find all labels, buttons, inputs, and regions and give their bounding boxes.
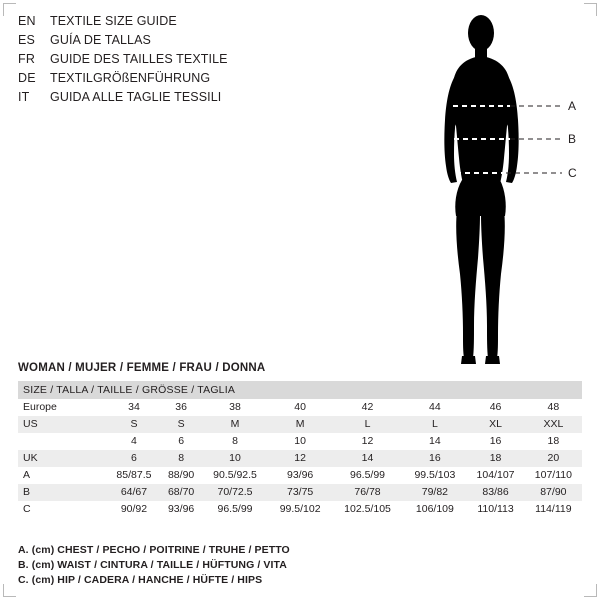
table-row [18,416,582,433]
cell: 85/87.5 [107,467,161,484]
cell: S [161,416,201,433]
language-title: GUÍA DE TALLAS [50,33,151,47]
measure-label-c: C [568,166,577,180]
cell: 8 [161,450,201,467]
cell: M [269,416,332,433]
language-row [18,71,348,90]
note-line-b: B. (cm) WAIST / CINTURA / TAILLE / HÜFTUNG / VITA [18,559,287,571]
cell: 88/90 [161,467,201,484]
cell: XL [466,416,524,433]
cell: 14 [332,450,404,467]
language-title: GUIDE DES TAILLES TEXTILE [50,52,228,66]
cell: 64/67 [107,484,161,501]
language-code: FR [18,52,36,66]
row-label: B [18,484,107,501]
cell: 44 [403,399,466,416]
cell: 38 [201,399,268,416]
cell: 99.5/103 [403,467,466,484]
cell: 14 [403,433,466,450]
cell: 4 [107,433,161,450]
language-row [18,52,348,71]
language-title: TEXTILE SIZE GUIDE [50,14,177,28]
cell: 20 [525,450,582,467]
row-label: Europe [18,399,107,416]
row-label: US [18,416,107,433]
cell: 96.5/99 [332,467,404,484]
cell: S [107,416,161,433]
cell: 90.5/92.5 [201,467,268,484]
cell: 10 [201,450,268,467]
cell: 110/113 [466,501,524,518]
language-code: EN [18,14,36,28]
table-row [18,501,582,518]
measurement-notes [18,543,538,588]
cell: 99.5/102 [269,501,332,518]
note-line-c: C. (cm) HIP / CADERA / HANCHE / HÜFTE / HIPS [18,574,263,586]
cell: 18 [466,450,524,467]
measure-label-b: B [568,132,577,146]
language-row [18,14,348,33]
table-row [18,467,582,484]
cell: 104/107 [466,467,524,484]
cell: 106/109 [403,501,466,518]
size-table [18,381,582,518]
cell: 34 [107,399,161,416]
cell: 107/110 [525,467,582,484]
cell: 36 [161,399,201,416]
cell: 87/90 [525,484,582,501]
cell: 83/86 [466,484,524,501]
cell: 16 [466,433,524,450]
cell: 114/119 [525,501,582,518]
row-label: A [18,467,107,484]
cell: 73/75 [269,484,332,501]
cell: 102.5/105 [332,501,404,518]
section-heading: WOMAN / MUJER / FEMME / FRAU / DONNA [18,362,266,374]
table-row [18,484,582,501]
cell: 18 [525,433,582,450]
language-row [18,33,348,52]
table-row [18,433,582,450]
table-header-row [18,381,582,399]
language-row [18,90,348,109]
cell: 12 [269,450,332,467]
cell: 93/96 [161,501,201,518]
corner-mark-bottom-left [3,584,16,597]
language-code: IT [18,90,30,104]
cell: 6 [161,433,201,450]
language-code: ES [18,33,36,47]
table-header-label: SIZE / TALLA / TAILLE / GRÖSSE / TAGLIA [18,381,582,399]
cell: 16 [403,450,466,467]
language-title: TEXTILGRÖßENFÜHRUNG [50,71,211,85]
row-label: UK [18,450,107,467]
language-code: DE [18,71,36,85]
table-row [18,450,582,467]
cell: 96.5/99 [201,501,268,518]
note-line-a: A. (cm) CHEST / PECHO / POITRINE / TRUHE / PETTO [18,544,290,556]
cell: 46 [466,399,524,416]
silhouette-icon [400,8,590,378]
language-title-list [18,14,348,109]
cell: XXL [525,416,582,433]
cell: 8 [201,433,268,450]
cell: 12 [332,433,404,450]
corner-mark-bottom-right [584,584,597,597]
cell: 10 [269,433,332,450]
row-label [18,433,107,450]
female-silhouette-figure [400,8,590,378]
cell: 76/78 [332,484,404,501]
corner-mark-top-left [3,3,16,16]
cell: 93/96 [269,467,332,484]
cell: L [332,416,404,433]
cell: 70/72.5 [201,484,268,501]
row-label: C [18,501,107,518]
language-title: GUIDA ALLE TAGLIE TESSILI [50,90,222,104]
table-row [18,399,582,416]
cell: 42 [332,399,404,416]
cell: 40 [269,399,332,416]
cell: 6 [107,450,161,467]
measure-label-a: A [568,99,577,113]
cell: 79/82 [403,484,466,501]
cell: M [201,416,268,433]
cell: L [403,416,466,433]
cell: 90/92 [107,501,161,518]
cell: 68/70 [161,484,201,501]
cell: 48 [525,399,582,416]
